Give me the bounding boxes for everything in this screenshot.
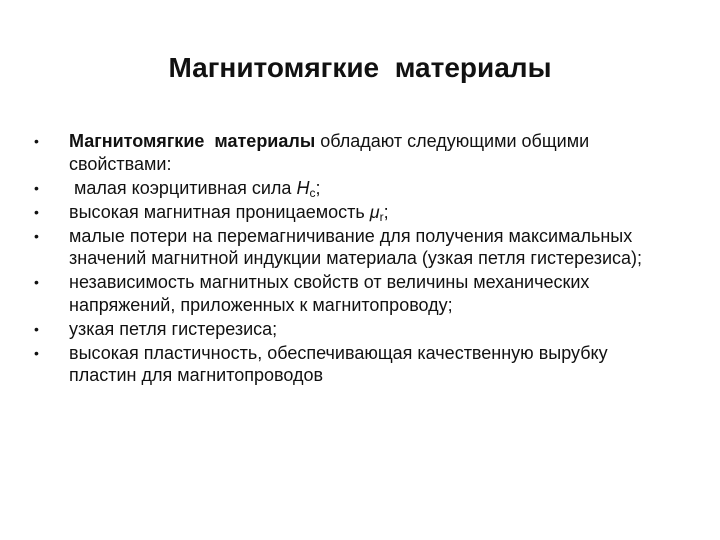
bullet-dot-icon: • — [34, 320, 39, 337]
bullet-text: узкая петля гистерезиса; — [69, 318, 278, 339]
bullet-item-losses — [30, 225, 680, 270]
bullet-dot-icon: • — [34, 203, 39, 220]
symbol-mu: μ — [369, 201, 380, 222]
bullet-item-plasticity — [30, 342, 680, 387]
bullet-item-properties — [30, 130, 680, 175]
bullet-item-hysteresis — [30, 318, 680, 341]
bullet-text-end: ; — [383, 201, 389, 222]
bullet-item-stress-independence — [30, 271, 680, 316]
bullet-dot-icon: • — [34, 227, 39, 244]
bullet-item-coercivity — [30, 177, 680, 200]
bullet-text: малая коэрцитивная сила — [69, 177, 297, 198]
bullet-list — [30, 130, 680, 388]
bullet-dot-icon: • — [34, 133, 39, 149]
bullet-dot-icon: • — [34, 179, 39, 196]
symbol-h: H — [296, 177, 310, 198]
bullet-item-permeability — [30, 201, 680, 224]
symbol-subscript: c — [309, 185, 316, 200]
slide-title — [0, 48, 720, 88]
bullet-text: высокая пластичность, обеспечивающая качественную вырубку пластин для магнитопроводов — [69, 342, 608, 385]
bullet-dot-icon: • — [34, 274, 39, 290]
bullet-bold-term: Магнитомягкие материалы — [69, 131, 316, 151]
bullet-dot-icon: • — [34, 344, 39, 361]
slide-title-text: Магнитомягкие материалы — [168, 52, 552, 83]
bullet-text: независимость магнитных свойств от величины механических напряжений, приложенных к магнитопроводу; — [69, 272, 590, 315]
bullet-text: обладают следующими общими свойствами: — [69, 131, 590, 174]
bullet-text-end: ; — [315, 177, 321, 198]
bullet-text: высокая магнитная проницаемость — [69, 201, 370, 222]
bullet-text: малые потери на перемагничивание для получения максимальных значений магнитной индукции материала (узкая петля гистерезиса); — [69, 225, 643, 268]
symbol-subscript: r — [379, 209, 384, 224]
